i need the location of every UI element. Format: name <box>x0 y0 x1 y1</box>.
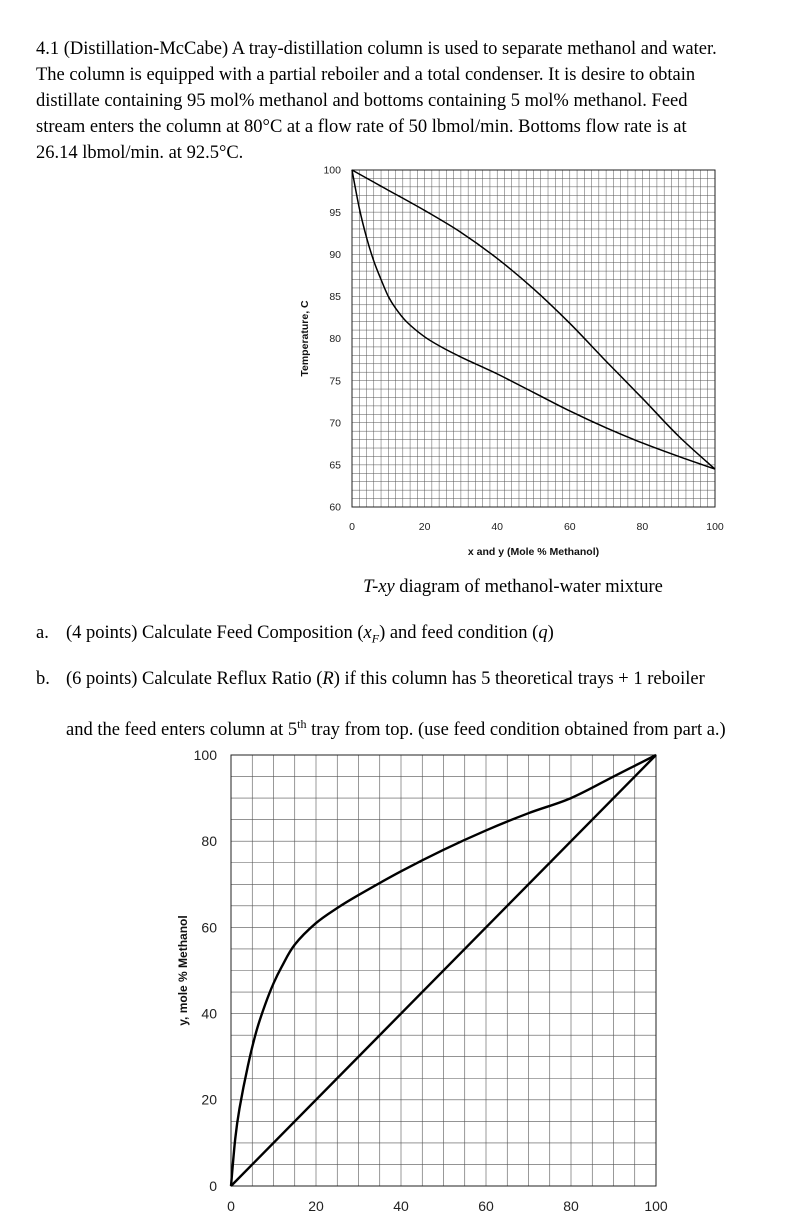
question-b-line2-post: tray from top. (use feed condition obtained from part a.) <box>306 720 726 741</box>
question-a-text <box>66 620 554 652</box>
y-tick-label: 75 <box>329 375 341 388</box>
x-tick-label: 60 <box>563 521 576 533</box>
question-b-label: b. <box>36 669 50 689</box>
caption-italic: T-xy <box>363 577 395 597</box>
y-tick-label: 100 <box>323 164 341 177</box>
question-b-line-2-text <box>66 711 726 743</box>
series-line-2 <box>231 755 656 1186</box>
question-a-label: a. <box>36 623 49 643</box>
question-b-pre: (6 points) Calculate Reflux Ratio ( <box>66 669 323 689</box>
question-b-var-r: R <box>322 669 334 689</box>
y-tick-label: 70 <box>329 417 341 430</box>
x-tick-label: 0 <box>227 1198 235 1214</box>
y-tick-label: 100 <box>193 746 217 763</box>
y-tick-label: 60 <box>329 501 341 514</box>
x-tick-label: 20 <box>418 521 431 533</box>
question-a-post: ) <box>547 623 554 643</box>
y-axis-label: y, mole % Methanol <box>176 915 190 1026</box>
problem-line-2: The column is equipped with a partial reboiler and a total condenser. It is desire to obtain <box>36 65 696 85</box>
x-tick-label: 80 <box>636 521 649 533</box>
caption-text: diagram of methanol-water mixture <box>394 577 663 597</box>
question-b-text <box>66 666 705 692</box>
question-a-mid: ) and feed condition ( <box>379 623 539 643</box>
y-tick-label: 20 <box>201 1091 217 1108</box>
x-tick-label: 40 <box>491 521 504 533</box>
y-tick-label: 95 <box>329 206 341 219</box>
y-tick-label: 40 <box>201 1005 217 1022</box>
x-axis-label: x and y (Mole % Methanol) <box>467 546 600 558</box>
x-tick-label: 100 <box>706 521 724 533</box>
y-tick-label: 60 <box>201 919 217 936</box>
txy-chart <box>0 0 810 570</box>
problem-line-4: stream enters the column at 80°C at a flow rate of 50 lbmol/min. Bottoms flow rate is at <box>36 117 687 137</box>
figure-caption <box>0 577 810 598</box>
x-tick-label: 40 <box>393 1198 409 1214</box>
y-tick-label: 80 <box>329 333 341 346</box>
x-tick-label: 100 <box>644 1198 668 1214</box>
question-b-line2-sup: th <box>297 717 307 731</box>
x-tick-label: 60 <box>478 1198 494 1214</box>
y-tick-label: 85 <box>329 291 341 304</box>
y-tick-label: 0 <box>209 1177 217 1194</box>
y-tick-label: 80 <box>201 833 217 850</box>
question-b-post: ) if this column has 5 theoretical trays + 1 reboiler <box>333 669 705 689</box>
question-b-line2-pre: and the feed enters column at 5 <box>66 720 298 741</box>
series-line-1 <box>231 755 656 1186</box>
question-a-var-q: q <box>538 623 548 643</box>
question-a-var-x: x <box>363 623 372 643</box>
x-tick-label: 80 <box>563 1198 579 1214</box>
y-axis-label: Temperature, C <box>299 300 311 377</box>
problem-line-1: 4.1 (Distillation-McCabe) A tray-distillation column is used to separate methanol and water. <box>36 39 717 59</box>
x-tick-label: 0 <box>349 521 355 533</box>
y-tick-label: 90 <box>329 248 341 261</box>
question-a-sub: F <box>371 631 380 646</box>
x-tick-label: 20 <box>308 1198 324 1214</box>
plot-frame <box>231 755 656 1186</box>
question-a-pre: (4 points) Calculate Feed Composition ( <box>66 623 364 643</box>
y-tick-label: 65 <box>329 459 341 472</box>
problem-line-5: 26.14 lbmol/min. at 92.5°C. <box>36 143 244 163</box>
problem-line-3: distillate containing 95 mol% methanol and bottoms containing 5 mol% methanol. Feed <box>36 91 688 111</box>
